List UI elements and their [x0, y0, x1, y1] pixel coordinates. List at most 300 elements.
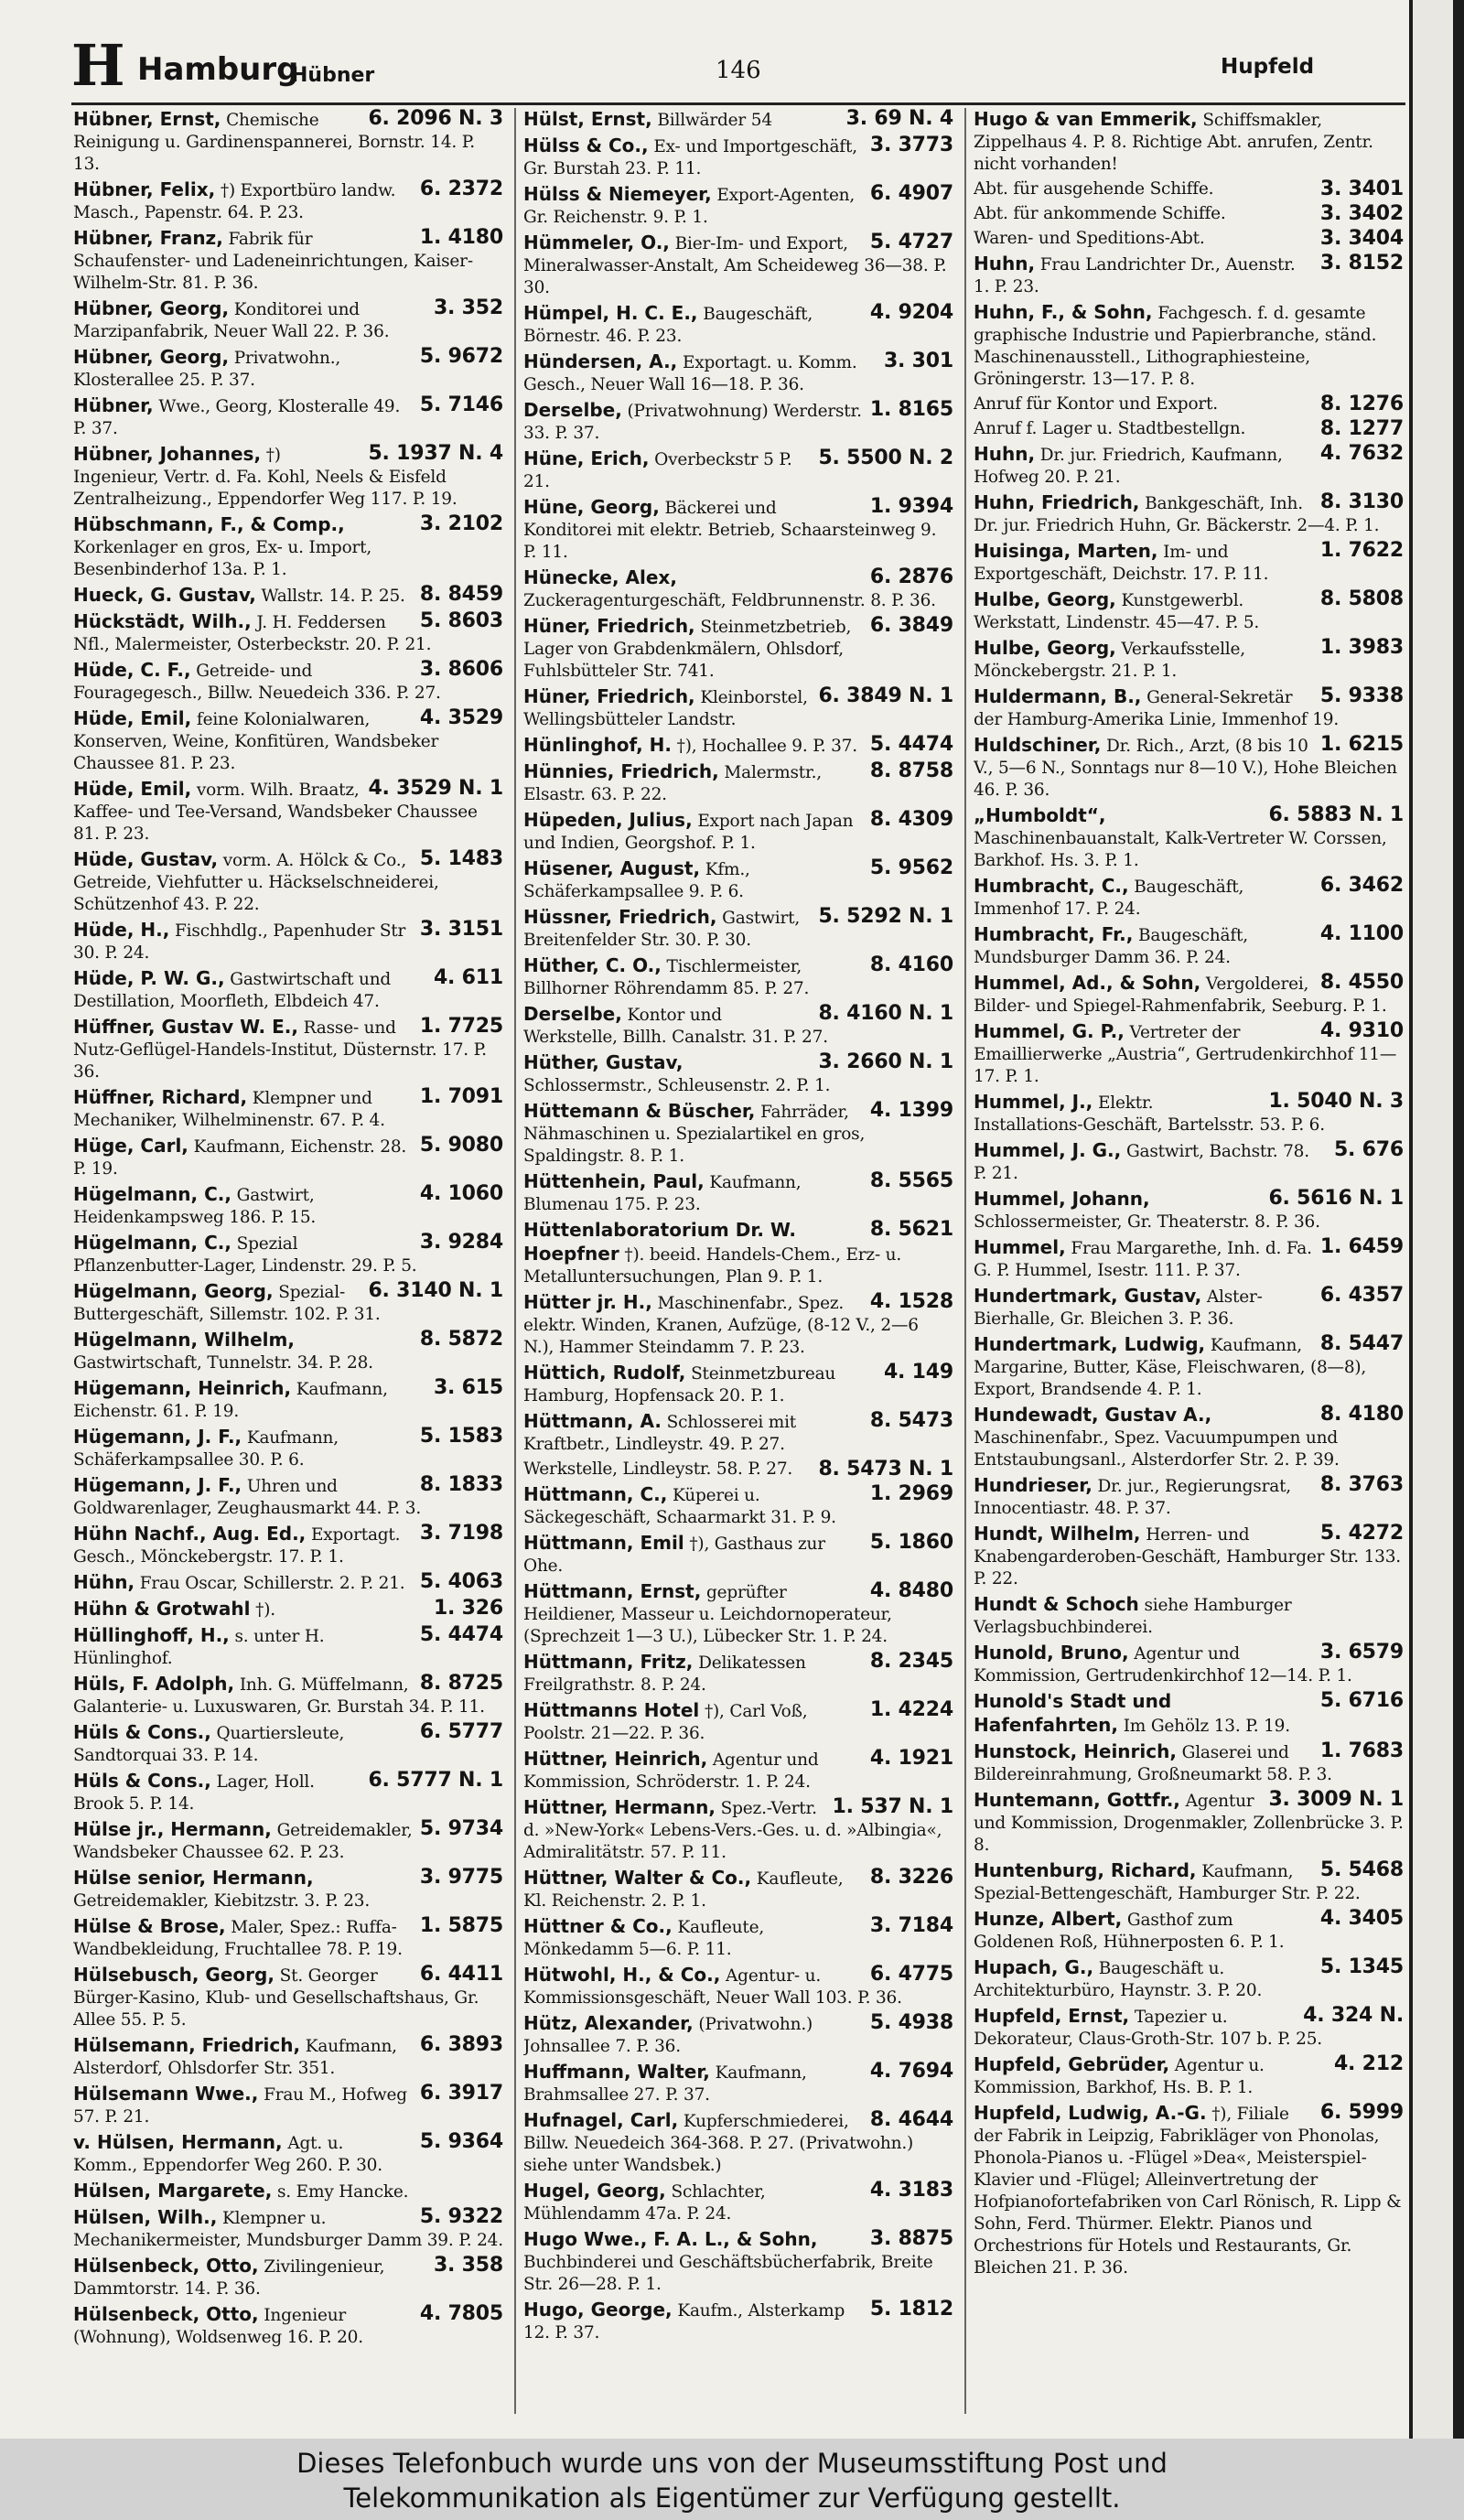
entry-description: Frau M., Hofweg 57. P. 21.	[73, 2085, 407, 2127]
entry-description: Baugeschäft, Börnestr. 46. P. 23.	[523, 305, 813, 346]
phone-number: 4. 212	[1333, 2052, 1404, 2075]
column-2	[523, 108, 953, 2414]
directory-entry	[974, 1333, 1404, 1401]
entry-description: Inh. G. Müffelmann, Galanterie- u. Luxuswaren, Gr. Burstah 34. P. 11.	[73, 1675, 485, 1717]
phone-number: 4. 324 N.	[1303, 2004, 1404, 2027]
entry-description: Frau Margarethe, Inh. d. Fa. G. P. Hummel, Isestr. 111. P. 37.	[974, 1239, 1312, 1280]
directory-entry	[974, 1523, 1404, 1590]
directory-entry	[974, 2102, 1404, 2279]
entry-description: Baugeschäft, Mundsburger Damm 36. P. 24.	[974, 926, 1248, 967]
entry-description: Kaufmann, Schäferkampsallee 30. P. 6.	[73, 1428, 339, 1470]
entry-name: Hummel, J.,	[974, 1091, 1093, 1113]
entry-name: Hulbe, Georg,	[974, 588, 1116, 610]
entry-description: Baugeschäft u. Architekturbüro, Haynstr. 3. P. 20.	[974, 1959, 1263, 2000]
directory-entry	[523, 734, 953, 758]
entry-name: Huldermann, B.,	[974, 685, 1142, 707]
entry-description: siehe Hamburger Verlagsbuchbinderei.	[974, 1596, 1292, 1637]
entry-name: Huntenburg, Richard,	[974, 1859, 1197, 1881]
phone-number: 6. 5616 N. 1	[1268, 1187, 1404, 1210]
entry-description: †), Gasthaus zur Ohe.	[523, 1535, 825, 1576]
directory-entry	[974, 734, 1404, 802]
directory-entry	[523, 1651, 953, 1696]
directory-entry	[974, 301, 1404, 391]
phone-number: 6. 4411	[419, 1963, 503, 1986]
phone-number: 8. 1276	[1319, 393, 1404, 415]
header-first-entry: Hübner	[291, 64, 375, 87]
phone-number: 3. 3401	[1319, 178, 1404, 200]
entry-name: Hüde, C. F.,	[73, 659, 191, 681]
entry-name: Hülst, Ernst,	[523, 108, 652, 130]
directory-entry	[974, 1091, 1404, 1136]
directory-entry	[73, 1377, 503, 1423]
entry-description: Malermstr., Elsastr. 63. P. 22.	[523, 763, 822, 804]
phone-number: 8. 2345	[869, 1650, 953, 1673]
directory-entry	[73, 778, 503, 845]
entry-name: Hupfeld, Ludwig, A.-G.	[974, 2102, 1207, 2124]
entry-name: Hüls, F. Adolph,	[73, 1673, 235, 1695]
directory-entry	[974, 393, 1404, 415]
directory-entry	[523, 954, 953, 1000]
entry-description: geprüfter Heildiener, Masseur u. Leichdornoperateur, (Sprechzeit 1—3 U.), Lübecker Str. 1. P. 24.	[523, 1583, 892, 1646]
entry-description: Getreidemakler, Wandsbeker Chaussee 62. P. 23.	[73, 1821, 413, 1862]
entry-description: Gastwirt, Breitenfelder Str. 30. P. 30.	[523, 909, 801, 950]
entry-description: s. unter H. Hünlinghof.	[73, 1627, 325, 1668]
phone-number: 8. 3226	[869, 1866, 953, 1889]
phone-number: 3. 7184	[869, 1914, 953, 1937]
phone-number: 4. 1100	[1319, 922, 1404, 945]
entry-description: s. Emy Hancke.	[277, 2182, 409, 2202]
directory-entry	[73, 1770, 503, 1815]
phone-number: 8. 5473 N. 1	[818, 1458, 953, 1481]
phone-number: 3. 3773	[869, 134, 953, 156]
entry-description: Verkaufsstelle, Mönckebergstr. 21. P. 1.	[974, 640, 1245, 681]
directory-entry	[523, 447, 953, 493]
entry-description: †) Ingenieur, Vertr. d. Fa. Kohl, Neels & Eisfeld Zentralheizung., Eppendorfer Weg 117. P. 19.	[73, 446, 458, 509]
phone-number: 4. 7805	[419, 2302, 503, 2325]
directory-entry	[73, 108, 503, 176]
entry-name: Hunold, Bruno,	[974, 1642, 1129, 1664]
phone-number: 5. 9338	[1319, 684, 1404, 707]
phone-number: 8. 3130	[1319, 490, 1404, 513]
directory-entry	[523, 399, 953, 445]
phone-number: 5. 4474	[869, 733, 953, 756]
entry-description: Schlosserei mit Kraftbetr., Lindleystr. 49. P. 27.	[523, 1413, 797, 1454]
directory-entry	[974, 1285, 1404, 1330]
phone-number: 1. 4180	[419, 226, 503, 249]
entry-name: Hundrieser,	[974, 1474, 1093, 1496]
directory-entry	[523, 1580, 953, 1648]
phone-number: 3. 9284	[419, 1231, 503, 1254]
entry-name: Hügelmann, C.,	[73, 1232, 231, 1254]
phone-number: 8. 5621	[869, 1218, 953, 1241]
phone-number: 8. 4180	[1319, 1403, 1404, 1426]
entry-description: Ex- und Importgeschäft, Gr. Burstah 23. P. 11.	[523, 137, 857, 178]
entry-description: Kontor und Werkstelle, Billh. Canalstr. 31. P. 27.	[523, 1006, 828, 1047]
entry-name: Hünlinghof, H.	[523, 734, 672, 756]
entry-description: Abt. für ankommende Schiffe.	[974, 204, 1226, 223]
directory-entry	[73, 1183, 503, 1229]
directory-entry	[974, 1474, 1404, 1520]
phone-number: 4. 611	[433, 966, 503, 989]
phone-number: 5. 9562	[869, 856, 953, 879]
entry-description: Elektr. Installations-Geschäft, Bartelsstr. 53. P. 6.	[974, 1093, 1325, 1135]
entry-description: Zuckeragenturgeschäft, Feldbrunnenstr. 8. P. 36.	[523, 591, 936, 610]
entry-name: Huffmann, Walter,	[523, 2061, 710, 2083]
entry-description: Klempner und Mechaniker, Wilhelminenstr. 67. P. 4.	[73, 1089, 385, 1130]
entry-name: Hundt, Wilhelm,	[974, 1523, 1141, 1545]
entry-name: Hüttmanns Hotel	[523, 1699, 700, 1721]
entry-name: Hümpel, H. C. E.,	[523, 302, 698, 324]
directory-entry	[974, 1593, 1404, 1639]
directory-entry	[73, 2255, 503, 2300]
phone-number: 8. 4160 N. 1	[818, 1002, 953, 1025]
phone-number: 5. 4727	[869, 231, 953, 253]
directory-entry	[73, 1016, 503, 1083]
phone-number: 5. 5500 N. 2	[818, 447, 953, 469]
entry-description: Werkstelle, Lindleystr. 58. P. 27.	[523, 1459, 793, 1479]
entry-description: Alster-Bierhalle, Gr. Bleichen 3. P. 36.	[974, 1287, 1263, 1329]
directory-entry	[523, 2299, 953, 2344]
directory-entry	[73, 346, 503, 392]
phone-number: 6. 5883 N. 1	[1268, 803, 1404, 826]
directory-entry	[73, 1721, 503, 1767]
phone-number: 5. 7146	[419, 393, 503, 416]
entry-description: Dr. Rich., Arzt, (8 bis 10 V., 5—6 N., Sonntags nur 8—10 V.), Hohe Bleichen 46. P. 36.	[974, 737, 1397, 800]
directory-entry	[523, 685, 953, 731]
entry-description: vorm. Wilh. Braatz, Kaffee- und Tee-Versand, Wandsbeker Chaussee 81. P. 23.	[73, 781, 478, 844]
entry-description: Agentur und Kommission, Gertrudenkirchhof 12—14. P. 1.	[974, 1644, 1352, 1685]
entry-name: Hühn,	[73, 1571, 135, 1593]
directory-entry	[523, 857, 953, 903]
directory-entry	[523, 566, 953, 612]
directory-entry	[523, 2012, 953, 2058]
entry-name: Hügemann, J. F.,	[73, 1426, 242, 1448]
directory-entry	[974, 178, 1404, 200]
directory-entry	[974, 1956, 1404, 2002]
entry-name: Hüne, Erich,	[523, 447, 650, 469]
phone-number: 1. 5875	[419, 1914, 503, 1937]
phone-number: 1. 326	[433, 1597, 503, 1620]
entry-name: Hüttmann, Emil	[523, 1532, 684, 1554]
entry-name: Hunstock, Heinrich,	[974, 1740, 1177, 1762]
entry-name: Hundertmark, Gustav,	[974, 1285, 1202, 1307]
entry-description: J. H. Feddersen Nfl., Malermeister, Osterbeckstr. 20. P. 21.	[73, 613, 432, 654]
directory-entry	[73, 967, 503, 1013]
entry-name: Hümmeler, O.,	[523, 232, 670, 253]
directory-entry	[523, 2109, 953, 2177]
directory-entry	[523, 1459, 953, 1481]
entry-description: Wwe., Georg, Klosteralle 49. P. 37.	[73, 397, 401, 438]
entry-description: Kaufmann, Spezial-Bettengeschäft, Hamburger Str. P. 22.	[974, 1862, 1361, 1903]
directory-entry	[523, 1362, 953, 1407]
entry-name: Hüpeden, Julius,	[523, 809, 693, 831]
directory-entry	[523, 1170, 953, 1216]
phone-number: 3. 2660 N. 1	[818, 1050, 953, 1073]
entry-name: Hundertmark, Ludwig,	[974, 1333, 1206, 1355]
phone-number: 6. 3140 N. 1	[368, 1279, 503, 1302]
entry-description: Agentur u. Kommission, Barkhof, Hs. B. P. 1.	[974, 2056, 1265, 2097]
entry-description: Kaufmann, Eichenstr. 28. P. 19.	[73, 1137, 407, 1179]
adjacent-page-edge	[1409, 0, 1464, 2439]
entry-description: Spezial-Buttergeschäft, Sillemstr. 102. P. 31.	[73, 1283, 381, 1324]
phone-number: 8. 3763	[1319, 1473, 1404, 1496]
directory-entry	[73, 394, 503, 440]
entry-description: Billwärder 54	[657, 111, 772, 130]
directory-entry	[974, 491, 1404, 537]
entry-description: Privatwohn., Klosterallee 25. P. 37.	[73, 349, 341, 390]
page-number: 146	[716, 57, 761, 84]
phone-number: 8. 1277	[1319, 417, 1404, 440]
directory-entry	[73, 227, 503, 295]
entry-name: Hülse senior, Hermann,	[73, 1867, 314, 1889]
entry-description: Korkenlager en gros, Ex- u. Import, Besenbinderhof 13a. P. 1.	[73, 538, 372, 579]
entry-name: Hütz, Alexander,	[523, 2012, 694, 2034]
phone-number: 8. 4309	[869, 808, 953, 831]
directory-entry	[523, 1483, 953, 1529]
phone-number: 1. 4224	[869, 1698, 953, 1721]
phone-number: 6. 3917	[419, 2082, 503, 2105]
phone-number: 3. 8152	[1319, 252, 1404, 275]
entry-description: Abt. für ausgehende Schiffe.	[974, 179, 1214, 199]
entry-description: Maschinenfabr., Spez. elektr. Winden, Kranen, Aufzüge, (8-12 V., 2—6 N.), Hammer Steindamm 7. P. 23.	[523, 1294, 919, 1357]
directory-entry	[974, 1020, 1404, 1088]
phone-number: 1. 7622	[1319, 539, 1404, 562]
entry-name: Hülsebusch, Georg,	[73, 1964, 274, 1986]
directory-entry	[974, 972, 1404, 1018]
entry-description: Kaufmann, Blumenau 175. P. 23.	[523, 1173, 802, 1214]
entry-name: Huldschiner,	[974, 734, 1102, 756]
phone-number: 4. 1921	[869, 1747, 953, 1770]
directory-entry	[974, 228, 1404, 250]
entry-name: Hübner, Georg,	[73, 346, 230, 368]
directory-entry	[523, 1867, 953, 1912]
directory-entry	[523, 1219, 953, 1288]
column-divider	[514, 108, 516, 2414]
entry-description: Kaufleute, Mönkedamm 5—6. P. 11.	[523, 1918, 765, 1959]
directory-entry	[523, 1699, 953, 1745]
phone-number: 3. 69 N. 4	[845, 108, 953, 130]
directory-entry	[73, 1964, 503, 2031]
entry-name: Humbracht, C.,	[974, 875, 1129, 897]
entry-description: Schiffsmakler, Zippelhaus 4. P. 8. Richtige Abt. anrufen, Zentr. nicht vorhanden!	[974, 111, 1373, 174]
directory-entry	[974, 1139, 1404, 1185]
entry-name: Hüttmann, Fritz,	[523, 1651, 694, 1673]
entry-name: Hülsemann, Friedrich,	[73, 2034, 301, 2056]
entry-description: Baugeschäft, Immenhof 17. P. 24.	[974, 878, 1244, 919]
directory-entry	[73, 1232, 503, 1277]
header-rule	[71, 102, 1405, 105]
directory-entry	[73, 2303, 503, 2349]
entry-description: Getreidemakler, Kiebitzstr. 3. P. 23.	[73, 1891, 371, 1911]
entry-description: Fabrik für Schaufenster- und Ladeneinrichtungen, Kaiser-Wilhelm-Str. 81. P. 36.	[73, 230, 473, 293]
phone-number: 5. 1812	[869, 2298, 953, 2321]
phone-number: 1. 6459	[1319, 1235, 1404, 1258]
phone-number: 6. 3893	[419, 2033, 503, 2056]
entry-description: Vertreter der Emaillierwerke „Austria“, Gertrudenkirchhof 11—17. P. 1.	[974, 1023, 1397, 1086]
phone-number: 3. 8875	[869, 2227, 953, 2250]
entry-name: Hüsener, August,	[523, 857, 701, 879]
directory-entry	[974, 1789, 1404, 1857]
phone-number: 8. 4644	[869, 2108, 953, 2131]
entry-description: Delikatessen Freilgrathstr. 8. P. 24.	[523, 1653, 806, 1695]
entry-description: Getreide- und Fouragegesch., Billw. Neuedeich 336. P. 27.	[73, 662, 441, 703]
entry-name: Hüde, P. W. G.,	[73, 967, 225, 989]
directory-entry	[73, 443, 503, 511]
entry-description: Maschinenbauanstalt, Kalk-Vertreter W. Corssen, Barkhof. Hs. 3. P. 1.	[974, 829, 1387, 870]
phone-number: 5. 9322	[419, 2205, 503, 2228]
entry-description: Kaufm., Alsterkamp 12. P. 37.	[523, 2301, 845, 2342]
directory-entry	[523, 2061, 953, 2106]
phone-number: 5. 1483	[419, 847, 503, 870]
directory-entry	[523, 2228, 953, 2296]
phone-number: 3. 352	[433, 296, 503, 319]
entry-name: Hupfeld, Ernst,	[974, 2005, 1130, 2027]
entry-name: Hummel, G. P.,	[974, 1020, 1125, 1042]
entry-description: Tapezier u. Dekorateur, Claus-Groth-Str. 107 b. P. 25.	[974, 2008, 1322, 2049]
entry-name: Hulbe, Georg,	[974, 637, 1116, 659]
phone-number: 3. 3402	[1319, 202, 1404, 225]
directory-entry	[73, 1624, 503, 1670]
entry-description: Export-Agenten, Gr. Reichenstr. 9. P. 1.	[523, 186, 856, 227]
phone-number: 8. 5473	[869, 1409, 953, 1432]
entry-description: Kfm., Schäferkampsallee 9. P. 6.	[523, 860, 750, 901]
entry-description: †).	[255, 1600, 275, 1620]
entry-description: Schlossermstr., Schleusenstr. 2. P. 1.	[523, 1076, 831, 1095]
entry-description: †), Filiale der Fabrik in Leipzig, Fabrikläger von Phonolas, Phonola-Pianos u. -Flügel »Dea«, Meisterspiel-Klavier und -Flügel; Alleinvertretung der Hofpianofortefabriken von Carl Rönisch, R. Lipp & Sohn, Ferd. Thürmer. Elektr. Pianos und Orchestrions für Hotels und Restaurants, Gr. Bleichen 21. P. 36.	[974, 2105, 1402, 2278]
entry-description: Anruf für Kontor und Export.	[974, 394, 1218, 414]
phone-number: 4. 7632	[1319, 442, 1404, 465]
entry-name: Hupach, G.,	[974, 1956, 1094, 1978]
entry-description: Steinmetzbetrieb, Lager von Grabdenkmälern, Ohlsdorf, Fuhlsbütteler Str. 741.	[523, 618, 852, 681]
entry-description: Steinmetzbureau Hamburg, Hopfensack 20. P. 1.	[523, 1364, 836, 1405]
entry-description: Agt. u. Komm., Eppendorfer Weg 260. P. 30.	[73, 2134, 382, 2175]
entry-description: Waren- und Speditions-Abt.	[974, 229, 1205, 248]
directory-entry	[73, 1474, 503, 1520]
entry-name: Hugel, Georg,	[523, 2180, 666, 2202]
phone-number: 5. 4474	[419, 1623, 503, 1646]
entry-description: Agentur und Kommission, Drogenmakler, Zollenbrücke 3. P. 8.	[974, 1792, 1404, 1855]
entry-description: Zivilingenieur, Dammtorstr. 14. P. 36.	[73, 2257, 385, 2299]
entry-name: Hüttner, Walter & Co.,	[523, 1867, 752, 1889]
entry-name: Hübner,	[73, 394, 154, 416]
entry-name: Hunold's Stadt und Hafenfahrten,	[974, 1690, 1172, 1736]
phone-number: 8. 8459	[419, 583, 503, 606]
page-header	[71, 32, 1334, 101]
entry-name: Huhn, Friedrich,	[974, 491, 1140, 513]
entry-name: Hügelmann, C.,	[73, 1183, 231, 1205]
phone-number: 5. 4063	[419, 1570, 503, 1593]
directory-entry	[974, 1642, 1404, 1687]
phone-number: 5. 9364	[419, 2130, 503, 2153]
entry-description: Bäckerei und Konditorei mit elektr. Betrieb, Schaarsteinweg 9. P. 11.	[523, 499, 937, 562]
entry-name: v. Hülsen, Hermann,	[73, 2131, 283, 2153]
entry-description: Fischhdlg., Papenhuder Str 30. P. 24.	[73, 921, 406, 963]
phone-number: 4. 7694	[869, 2060, 953, 2083]
phone-number: 5. 5292 N. 1	[818, 905, 953, 928]
directory-entry	[523, 760, 953, 806]
phone-number: 5. 1860	[869, 1531, 953, 1554]
entry-name: Hüner, Friedrich,	[523, 685, 695, 707]
entry-name: Hückstädt, Wilh.,	[73, 610, 252, 632]
entry-description: Lager, Holl. Brook 5. P. 14.	[73, 1772, 315, 1814]
entry-name: Hütwohl, H., & Co.,	[523, 1964, 721, 1986]
entry-description: Glaserei und Bildereinrahmung, Großneumarkt 58. P. 3.	[974, 1743, 1332, 1784]
directory-entry	[73, 610, 503, 656]
entry-description: Gastwirtschaft, Tunnelstr. 34. P. 28.	[73, 1353, 373, 1373]
entry-description: Rasse- und Nutz-Geflügel-Handels-Institut, Düsternstr. 17. P. 36.	[73, 1018, 487, 1082]
entry-description: (Privatwohn.) Johnsallee 7. P. 36.	[523, 2015, 813, 2056]
phone-number: 4. 9204	[869, 301, 953, 324]
directory-entry	[974, 108, 1404, 176]
entry-description: Export nach Japan und Indien, Georgshof. P. 1.	[523, 812, 854, 853]
entry-description: Maler, Spez.: Ruffa-Wandbekleidung, Fruchtallee 78. P. 19.	[73, 1918, 403, 1959]
directory-entry	[73, 1571, 503, 1595]
entry-description: Küperei u. Säckegeschäft, Schaarmarkt 31. P. 9.	[523, 1486, 836, 1527]
directory-entry	[974, 1740, 1404, 1786]
entry-description: †) Exportbüro landw. Masch., Papenstr. 64. P. 23.	[73, 181, 396, 222]
directory-entry	[974, 1404, 1404, 1471]
section-letter: H	[71, 32, 125, 99]
entry-description: Agentur und Kommission, Schröderstr. 1. P. 24.	[523, 1750, 819, 1792]
phone-number: 8. 5808	[1319, 587, 1404, 610]
entry-name: Hummel,	[974, 1236, 1066, 1258]
entry-description: Kunstgewerbl. Werkstatt, Lindenstr. 45—47. P. 5.	[974, 591, 1260, 632]
directory-entry	[73, 2131, 503, 2177]
directory-entry	[523, 809, 953, 855]
phone-number: 1. 6215	[1319, 733, 1404, 756]
directory-entry	[73, 584, 503, 608]
entry-description: Schlossermeister, Gr. Theaterstr. 8. P. 36.	[974, 1212, 1320, 1232]
entry-description: Buchbinderei und Geschäftsbücherfabrik, Breite Str. 26—28. P. 1.	[523, 2253, 933, 2294]
phone-number: 8. 8725	[419, 1672, 503, 1695]
entry-name: Hügelmann, Wilhelm,	[73, 1329, 295, 1351]
phone-number: 8. 5872	[419, 1328, 503, 1351]
entry-name: Hüttner & Co.,	[523, 1915, 673, 1937]
entry-description: Uhren und Goldwarenlager, Zeughausmarkt 44. P. 3.	[73, 1477, 422, 1518]
phone-number: 4. 8480	[869, 1579, 953, 1602]
entry-name: Hülss & Co.,	[523, 135, 649, 156]
entry-description: (Privatwohnung) Werderstr. 33. P. 37.	[523, 402, 862, 443]
phone-number: 6. 4775	[869, 1963, 953, 1986]
entry-name: Hüde, Gustav,	[73, 848, 219, 870]
phone-number: 6. 2096 N. 3	[368, 108, 503, 130]
entry-description: Konditorei und Marzipanfabrik, Neuer Wall 22. P. 36.	[73, 300, 390, 341]
entry-description: Herren- und Knabengarderoben-Geschäft, Hamburger Str. 133. P. 22.	[974, 1525, 1401, 1588]
entry-name: Hüde, Emil,	[73, 707, 192, 729]
phone-number: 4. 3529	[419, 706, 503, 729]
entry-description: Bier-Im- und Export, Mineralwasser-Anstalt, Am Scheideweg 36—38. P. 30.	[523, 234, 947, 297]
entry-name: Hummel, Ad., & Sohn,	[974, 972, 1201, 994]
column-divider	[964, 108, 966, 2414]
directory-entry	[974, 1859, 1404, 1905]
column-1	[73, 108, 503, 2414]
phone-number: 8. 4550	[1319, 971, 1404, 994]
entry-name: Derselbe,	[523, 1003, 622, 1025]
phone-number: 6. 2876	[869, 565, 953, 588]
entry-description: Wallstr. 14. P. 25.	[261, 587, 405, 606]
entry-description: Dr. jur. Friedrich, Kaufmann, Hofweg 20. P. 21.	[974, 446, 1283, 487]
entry-name: Hummel, J. G.,	[974, 1139, 1122, 1161]
entry-description: General-Sekretär der Hamburg-Amerika Linie, Immenhof 19.	[974, 688, 1340, 729]
entry-name: Hueck, G. Gustav,	[73, 584, 256, 606]
phone-number: 1. 5040 N. 3	[1268, 1090, 1404, 1113]
phone-number: 8. 1833	[419, 1473, 503, 1496]
directory-entry	[523, 2180, 953, 2225]
entry-name: Hülsen, Margarete,	[73, 2180, 273, 2202]
entry-name: Hübner, Franz,	[73, 227, 223, 249]
entry-description: Vergolderei, Bilder- und Spiegel-Rahmenfabrik, Seeburg. P. 1.	[974, 975, 1387, 1016]
entry-name: Hüttenlaboratorium Dr. W. Hoepfner	[523, 1219, 796, 1265]
